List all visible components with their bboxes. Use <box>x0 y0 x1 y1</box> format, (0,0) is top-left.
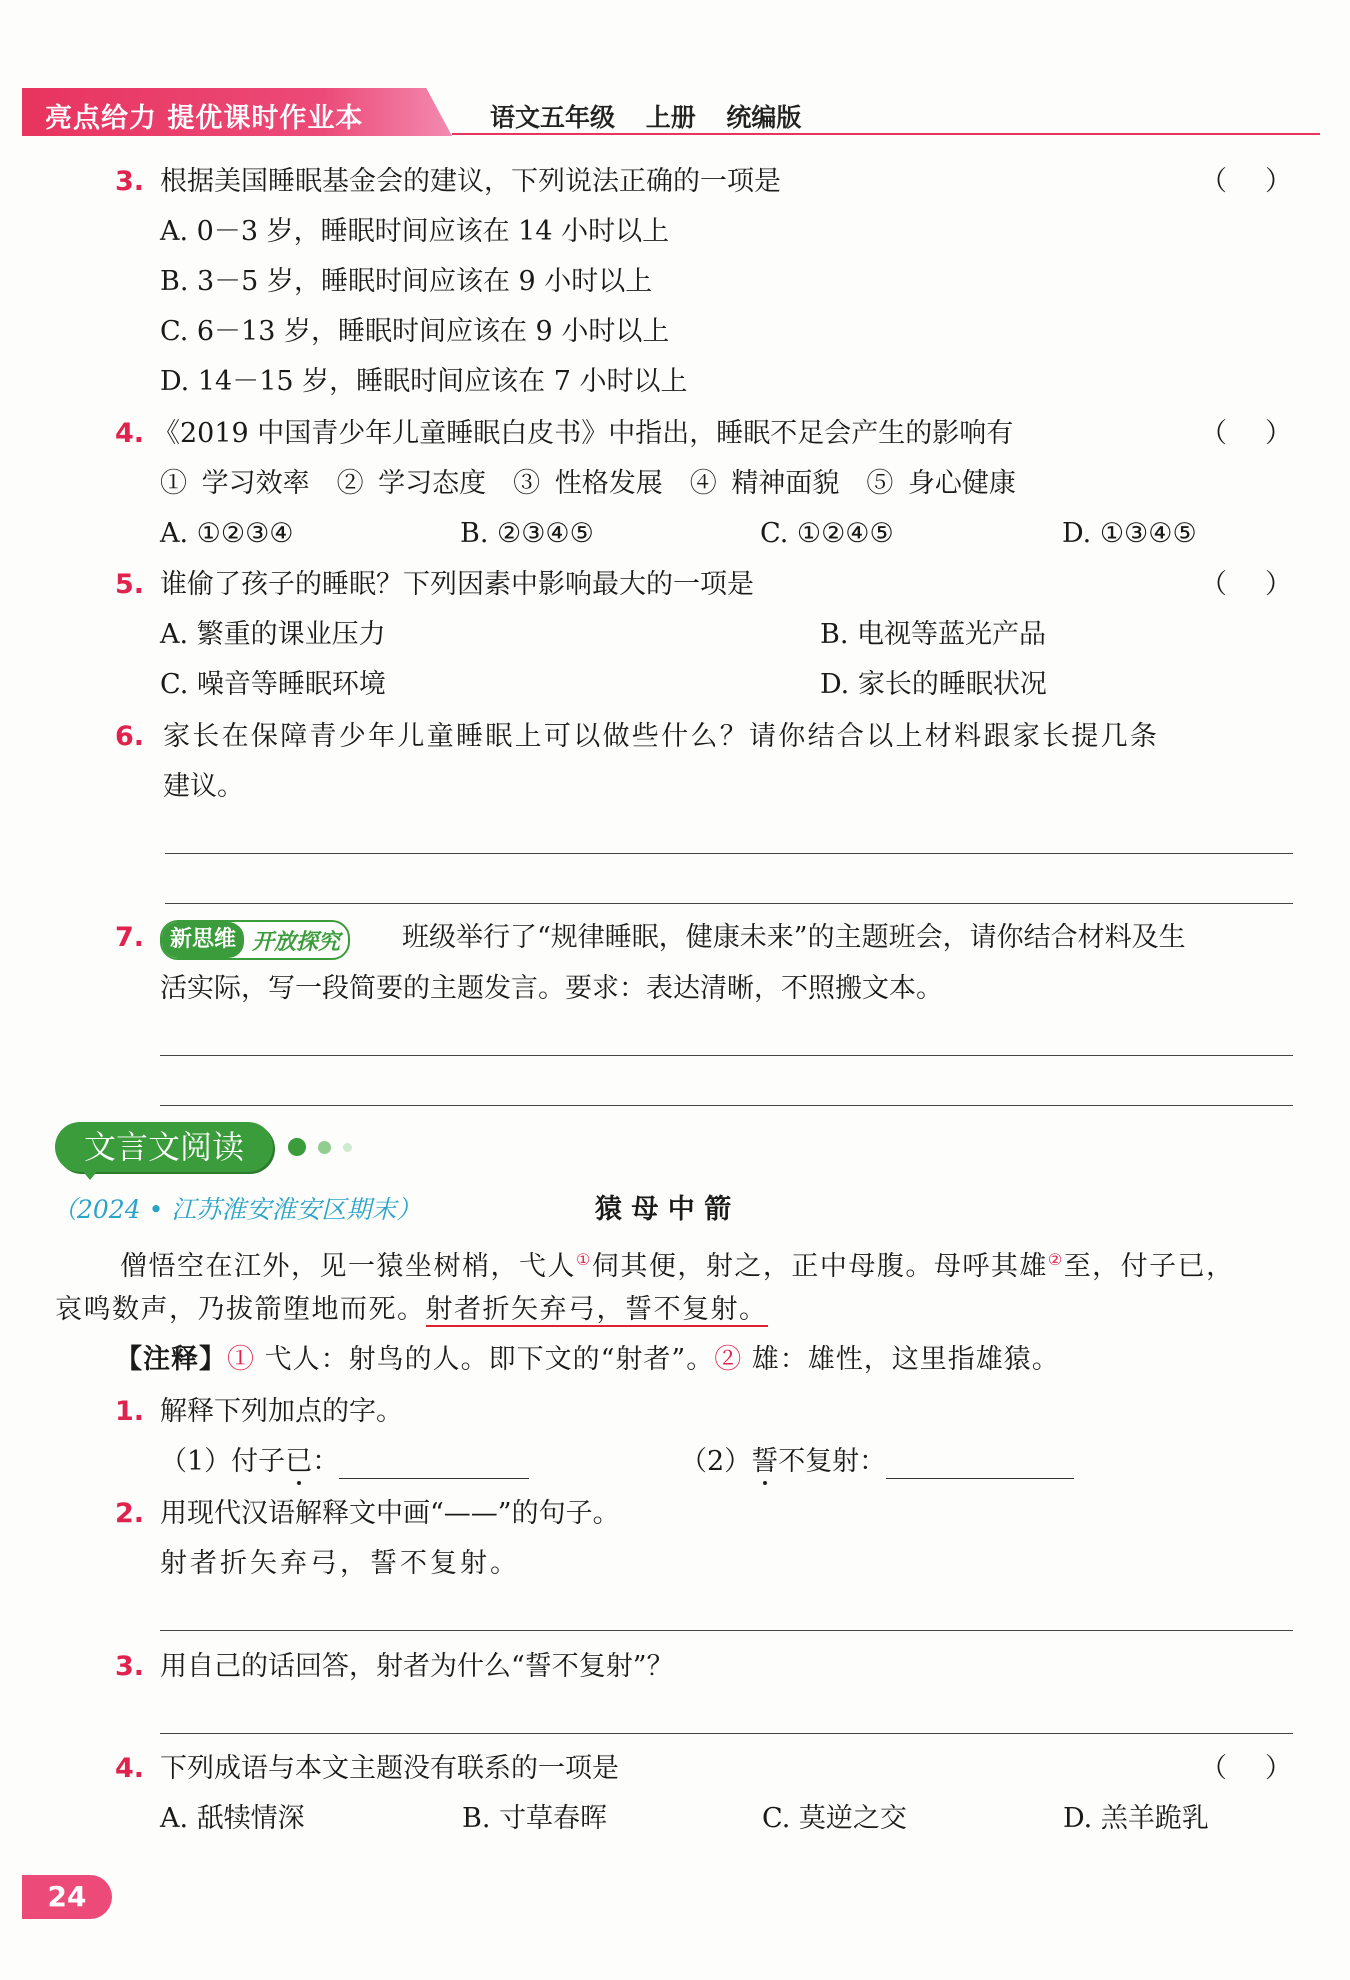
section-title: 文言文阅读 <box>55 1122 273 1172</box>
passage-line-2: 哀鸣数声，乃拔箭堕地而死。射者折矢弃弓，誓不复射。 <box>55 1294 768 1325</box>
q3-option-c: C. 6－13 岁，睡眠时间应该在 9 小时以上 <box>160 316 670 347</box>
q4-option-b: B. ②③④⑤ <box>460 518 594 549</box>
q3-option-b: B. 3－5 岁，睡眠时间应该在 9 小时以上 <box>160 266 653 297</box>
q4-option-d: D. ①③④⑤ <box>1062 518 1197 549</box>
s-q4-option-a: A. 舐犊情深 <box>160 1803 305 1834</box>
q6-answer-line-1[interactable] <box>165 853 1293 854</box>
new-thinking-badge <box>160 920 350 960</box>
s-q1-sub1-blank[interactable] <box>339 1450 529 1479</box>
underlined-sentence: 射者折矢弃弓，誓不复射。 <box>425 1294 768 1325</box>
section-title-tail <box>80 1168 100 1180</box>
badge-label-b: 开放探究 <box>252 928 341 955</box>
q6-number: 6. <box>115 721 145 752</box>
q7-number: 7. <box>115 922 145 953</box>
q5-number: 5. <box>115 569 145 600</box>
s-q2-number: 2. <box>115 1498 145 1529</box>
q5-option-b: B. 电视等蓝光产品 <box>820 619 1047 650</box>
s-q4-stem: 下列成语与本文主题没有联系的一项是 <box>160 1753 619 1784</box>
q5-option-d: D. 家长的睡眠状况 <box>820 669 1047 700</box>
q4-items: ① 学习效率 ② 学习态度 ③ 性格发展 ④ 精神面貌 ⑤ 身心健康 <box>160 468 1016 499</box>
q5-stem: 谁偷了孩子的睡眠？下列因素中影响最大的一项是 <box>160 569 754 600</box>
passage-line-1: 僧悟空在江外，见一猿坐树梢，弋人①伺其便，射之，正中母腹。母呼其雄②至，付子已， <box>120 1250 1235 1282</box>
q4-number: 4. <box>115 418 145 449</box>
q3-stem: 根据美国睡眠基金会的建议，下列说法正确的一项是 <box>160 166 781 197</box>
s-q1-number: 1. <box>115 1396 145 1427</box>
s-q3-answer-line[interactable] <box>160 1733 1293 1734</box>
q7-answer-line-2[interactable] <box>160 1105 1293 1106</box>
s-q4-option-c: C. 莫逆之交 <box>762 1803 907 1834</box>
passage-source: （2024 • 江苏淮安淮安区期末） <box>52 1195 422 1224</box>
s-q4-number: 4. <box>115 1753 145 1784</box>
s-q3-stem: 用自己的话回答，射者为什么“誓不复射”？ <box>160 1651 674 1682</box>
book-info: 语文五年级 上册 统编版 <box>490 103 802 132</box>
q6-line1: 家长在保障青少年儿童睡眠上可以做些什么？请你结合以上材料跟家长提几条 <box>163 721 1160 752</box>
q7-line2: 活实际，写一段简要的主题发言。要求：表达清晰，不照搬文本。 <box>160 973 943 1004</box>
page: 亮点给力 提优课时作业本 语文五年级 上册 统编版 3. 根据美国睡眠基金会的建议，下列说法正确的一项是 （ ） A. 0－3 岁，睡眠时间应该在 14 小时以上 B. 3－5 岁，睡眠时间应该在 9 小时以上 C. 6－13 岁，睡眠时间应该在 9 小时以上 D. 14－15 岁，睡眠时间应该在 7 小时以上 4. 《2019 中国青少年儿童睡眠白皮书》中指出，睡眠不足会产生的影响有 （ ） ① 学习效率 ② 学习态度 ③ 性格发展 ④ 精神面貌 ⑤ 身心健康 A. ①②③④ B. ②③④⑤ C. ①②④⑤ D. ①③④⑤ 5. 谁偷了孩子的睡眠？下列因素中影响最大的一项是 （ ） A. 繁重的课业压力 B. 电视等蓝光产品 C. 噪音等睡眠环境 D. 家长的睡眠状况 6. 家长在保障青少年儿童睡眠上可以做些什么？请你结合以上材料跟家长提几条 建议。 7. 新思维 开放探究 班级举行了“规律睡眠，健康未来”的主题班会，请你结合材料及生 活实际，写一段简要的主题发言。要求：表达清晰，不照搬文本。 文言文阅读 （2024 • 江苏淮安淮安区期末） 猿 母 中 箭 僧悟空在江外，见一猿坐树梢，弋人①伺其便，射之，正中母腹。母呼其雄②至，付子已， 哀鸣数声，乃拔箭堕地而死。射者折矢弃弓，誓不复射。 【注释】① 弋人：射鸟的人。即下文的“射者”。② 雄：雄性，这里指雄猿。 1. 解释下列加点的字。 （1）付子已： （2）誓不复射： 2. 用现代汉语解释文中画“——”的句子。 射者折矢弃弓，誓不复射。 3. 用自己的话回答，射者为什么“誓不复射”？ 4. 下列成语与本文主题没有联系的一项是 （ ） A. 舐犊情深 B. 寸草春晖 C. 莫逆之交 D. 羔羊跪乳 24 <box>0 0 1350 1980</box>
q6-answer-line-2[interactable] <box>165 903 1293 904</box>
q4-stem: 《2019 中国青少年儿童睡眠白皮书》中指出，睡眠不足会产生的影响有 <box>153 418 1014 449</box>
s-q1-sub1: （1）付子已： <box>160 1445 529 1479</box>
s-q2-answer-line[interactable] <box>160 1630 1293 1631</box>
s-q1-sub2: （2）誓不复射： <box>680 1445 1074 1479</box>
q7-answer-line-1[interactable] <box>160 1055 1293 1056</box>
q5-option-c: C. 噪音等睡眠环境 <box>160 669 386 700</box>
q7-line1: 班级举行了“规律睡眠，健康未来”的主题班会，请你结合材料及生 <box>402 922 1186 953</box>
section-dot-3 <box>343 1143 352 1152</box>
s-q1-stem: 解释下列加点的字。 <box>160 1396 403 1427</box>
s-q4-option-b: B. 寸草春晖 <box>462 1803 608 1834</box>
s-q4-option-d: D. 羔羊跪乳 <box>1063 1803 1209 1834</box>
q6-line2: 建议。 <box>163 771 244 802</box>
header-rule <box>452 133 1320 135</box>
s-q1-sub2-blank[interactable] <box>886 1450 1074 1479</box>
q4-option-a: A. ①②③④ <box>160 518 294 549</box>
q4-option-c: C. ①②④⑤ <box>760 518 894 549</box>
annotation: 【注释】① 弋人：射鸟的人。即下文的“射者”。② 雄：雄性，这里指雄猿。 <box>115 1344 1060 1375</box>
series-title: 亮点给力 提优课时作业本 <box>45 103 364 134</box>
s-q2-sentence: 射者折矢弃弓，誓不复射。 <box>160 1548 520 1579</box>
section-dot-1 <box>288 1138 306 1156</box>
badge-label-a: 新思维 <box>162 922 244 958</box>
section-dot-2 <box>318 1141 331 1154</box>
passage-title: 猿 母 中 箭 <box>595 1194 732 1225</box>
q3-option-a: A. 0－3 岁，睡眠时间应该在 14 小时以上 <box>160 216 670 247</box>
page-number: 24 <box>22 1875 112 1919</box>
q5-option-a: A. 繁重的课业压力 <box>160 619 386 650</box>
s-q2-stem: 用现代汉语解释文中画“——”的句子。 <box>160 1498 620 1529</box>
q3-number: 3. <box>115 166 145 197</box>
s-q3-number: 3. <box>115 1651 145 1682</box>
q3-option-d: D. 14－15 岁，睡眠时间应该在 7 小时以上 <box>160 366 688 397</box>
